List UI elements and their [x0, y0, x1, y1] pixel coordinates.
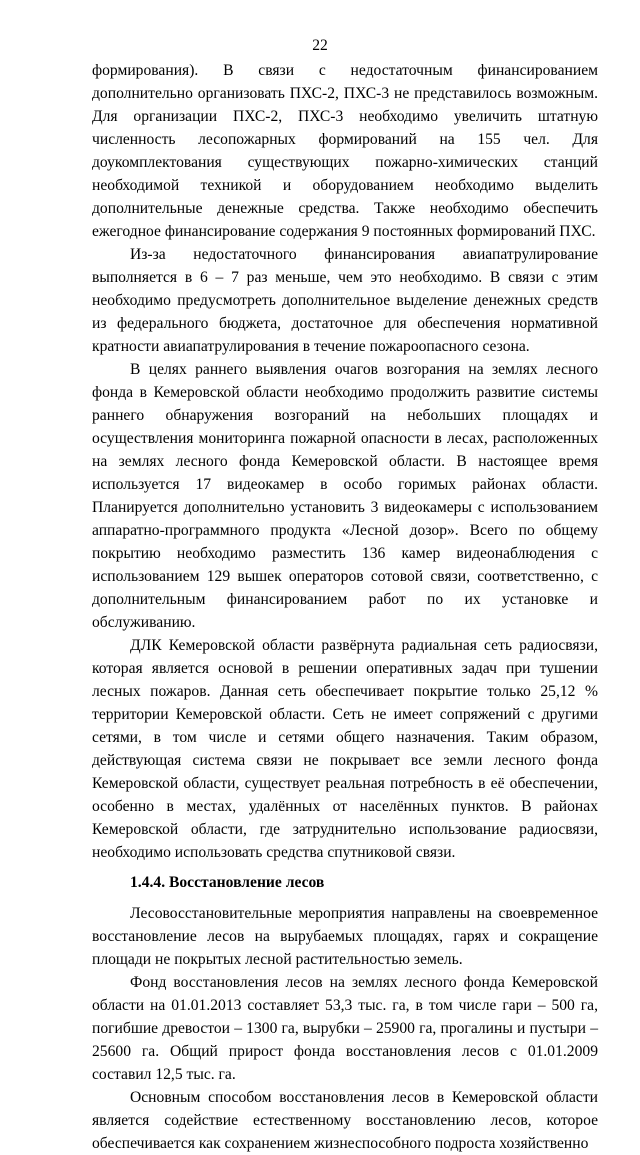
- paragraph-video-monitoring: В целях раннего выявления очагов возгорания на землях лесного фонда в Кемеровской области необходимо продолжить развитие системы раннего обнаружения возгораний на небольших площадях и осуществления мониторинга пожарной опасности в лесах, расположенных на землях лесного фонда Кемеровской области. В настоящее время используется 17 видеокамер в особо горимых районах области. Планируется дополнительно установить 3 видеокамеры с использованием аппаратно-программного продукта «Лесной дозор». Всего по общему покрытию необходимо разместить 136 камер видеонаблюдения с использованием 129 вышек операторов сотовой связи, соответственно, с дополнительным финансированием работ по их установке и обслуживанию.: [92, 361, 598, 631]
- paragraph-aerial-patrol: Из-за недостаточного финансирования авиапатрулирование выполняется в 6 – 7 раз меньше, чем это необходимо. В связи с этим необходимо предусмотреть дополнительное выделение денежных средств из федерального бюджета, достаточное для обеспечения нормативной кратности авиапатрулирования в течение пожароопасного сезона.: [92, 246, 598, 355]
- page-body: [92, 59, 598, 1155]
- paragraph-reforestation-fund: Фонд восстановления лесов на землях лесного фонда Кемеровской области на 01.01.2013 составляет 53,3 тыс. га, в том числе гари – 500 га, погибшие древостои – 1300 га, вырубки – 25900 га, прогалины и пустыри – 25600 га. Общий прирост фонда восстановления лесов с 01.01.2009 составил 12,5 тыс. га.: [92, 974, 598, 1083]
- paragraph-reforestation-measures: Лесовосстановительные мероприятия направлены на своевременное восстановление лесов на вырубаемых площадях, гарях и сокращение площади не покрытых лесной растительностью земель.: [92, 905, 598, 968]
- section-heading: 1.4.4. Восстановление лесов: [130, 874, 325, 891]
- paragraph-continuation: формирования). В связи с недостаточным финансированием дополнительно организовать ПХС-2, ПХС-3 не представилось возможным. Для организации ПХС-2, ПХС-3 необходимо увеличить штатную численность лесопожарных формирований на 155 чел. Для доукомплектования существующих пожарно-химических станций необходимой техникой и оборудованием необходимо выделить дополнительные денежные средства. Также необходимо обеспечить ежегодное финансирование содержания 9 постоянных формирований ПХС.: [92, 62, 598, 240]
- paragraph-radio-network: ДЛК Кемеровской области развёрнута радиальная сеть радиосвязи, которая является основой в решении оперативных задач при тушении лесных пожаров. Данная сеть обеспечивает покрытие только 25,12 % территории Кемеровской области. Сеть не имеет сопряжений с другими сетями, в том числе и сетями общего назначения. Таким образом, действующая система связи не покрывает все земли лесного фонда Кемеровской области, существует реальная потребность в её обеспечении, особенно в местах, удалённых от населённых пунктов. В районах Кемеровской области, где затруднительно использование радиосвязи, необходимо использовать средства спутниковой связи.: [92, 637, 598, 861]
- page-number: 22: [312, 37, 328, 54]
- paragraph-main-method: Основным способом восстановления лесов в Кемеровской области является содействие естественному восстановлению лесов, которое обеспечивается как сохранением жизнеспособного подроста хозяйственно: [92, 1089, 598, 1152]
